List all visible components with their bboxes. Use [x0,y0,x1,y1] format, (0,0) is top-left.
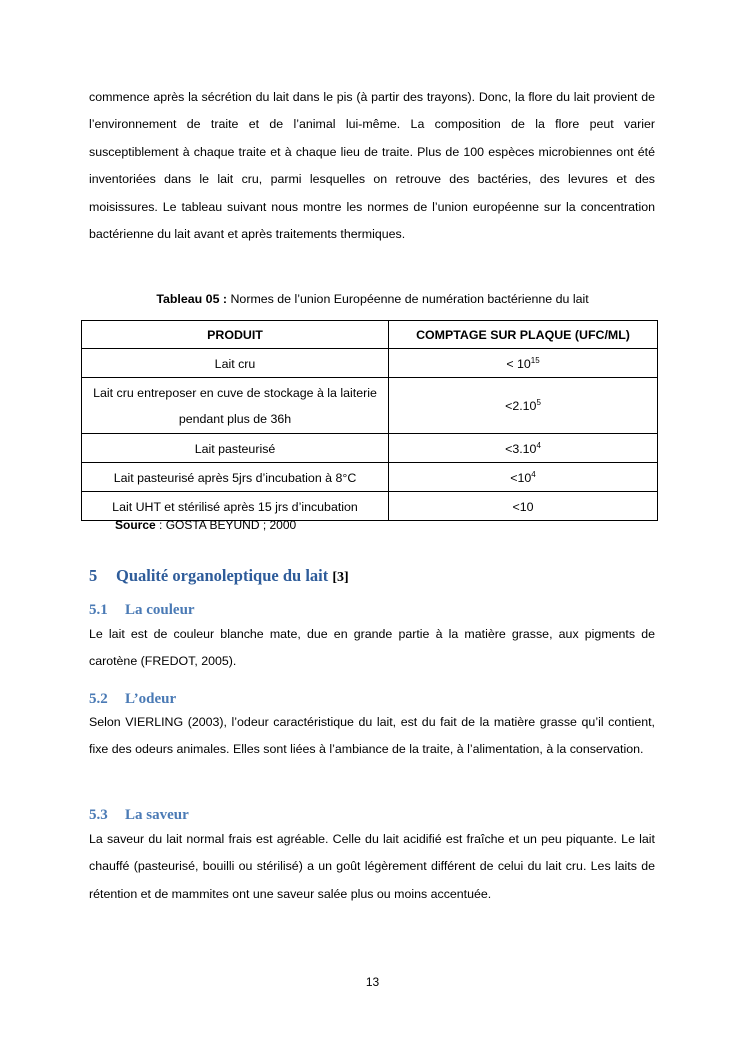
row-count: < $10^{15}$ [389,349,658,378]
source-text: : GOSTA BEYUND ; 2000 [155,518,297,532]
couleur-paragraph: Le lait est de couleur blanche mate, due en grande partie à la matière grasse, aux pigments de carotène (FREDOT, 2005). [89,627,655,669]
table-caption-text: Normes de l’union Européenne de numération bactérienne du lait [227,292,589,306]
row-count: <10 [389,492,658,521]
saveur-paragraph: La saveur du lait normal frais est agréable. Celle du lait acidifié est fraîche et un peu piquante. Le lait chauffé (pasteurisé, bouilli ou stérilisé) a un goût légèrement différent de celui du lait cru. Les laits de rétention et de mammites ont une saveur salée plus ou moins accentuée. [89,832,655,901]
intro-paragraph: commence après la sécrétion du lait dans le pis (à partir des trayons). Donc, la flore du lait provient de l’environnement de traite et de l’animal lui-même. La composition de la flore peut varier susceptiblement à chaque traite et à chaque lieu de traite. Plus de 100 espèces microbiennes ont été inventoriées dans le lait cru, parmi lesquelles on retrouve des bactéries, des levures et des moisissures. Le tableau suivant nous montre les normes de l’union européenne sur la concentration bactérienne du lait avant et après traitements thermiques. [89,90,655,242]
section-ref: [3] [332,570,349,585]
row-count: $<3.10^4$ [389,434,658,463]
header-product: PRODUIT [82,321,389,349]
table-row [82,434,658,463]
section-heading [89,566,349,586]
row-product: Lait UHT et stérilisé après 15 jrs d’incubation [82,492,389,521]
section-title: Qualité organoleptique du lait [116,566,333,585]
page-number: 13 [365,975,380,989]
table-row [82,349,658,378]
row-product: Lait pasteurisé après 5jrs d’incubation à 8°C [82,463,389,492]
subsection-heading-odeur: 5.2 L’odeur [89,691,177,707]
table-header-row [82,321,658,349]
row-product: Lait cru entreposer en cuve de stockage à la laiterie pendant plus de 36h [82,378,389,434]
odeur-paragraph: Selon VIERLING (2003), l’odeur caractéristique du lait, est du fait de la matière grasse qu’il contient, fixe des odeurs animales. Elles sont liées à l’ambiance de la traite, à l’alimentation, à la conservation. [89,715,655,757]
table-row [82,463,658,492]
subsection-heading-saveur: 5.3 La saveur [89,807,189,823]
row-product: Lait cru [82,349,389,378]
subsection-heading-couleur: 5.1 La couleur [89,602,195,618]
table-caption-label: Tableau 05 : [156,292,228,306]
section-number: 5 [89,566,98,585]
source-label: Source [115,518,156,532]
bacterial-norms-table [81,320,658,521]
header-count: COMPTAGE SUR PLAQUE (UFC/ML) [389,321,658,349]
table-row [82,378,658,434]
row-product: Lait pasteurisé [82,434,389,463]
table-row [82,492,658,521]
table-caption [0,292,745,306]
row-count: $<2.10^5$ [389,378,658,434]
table-source [115,518,296,532]
row-count: $<10^4$ [389,463,658,492]
